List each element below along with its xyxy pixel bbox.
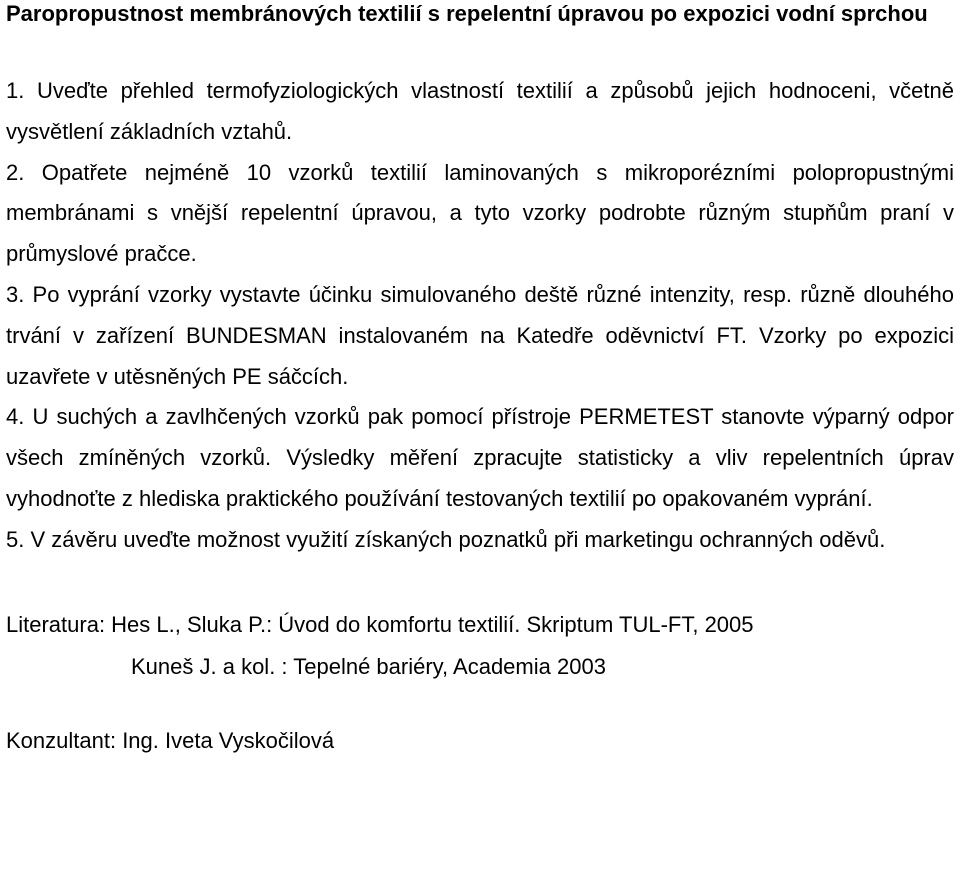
- title-block: [6, 0, 954, 33]
- spacer: [6, 33, 954, 71]
- document-title: Paropropustnost membránových textilií s repelentní úpravou po expozici vodní sprchou: [6, 1, 928, 26]
- assignment-item-4: 4. U suchých a zavlhčených vzorků pak pomocí přístroje PERMETEST stanovte výparný odpor všech zmíněných vzorků. Výsledky měření zpracujte statisticky a vliv repelentních úprav vyhodnoťte z hlediska praktického používání testovaných textilií po opakovaném vyprání.: [6, 404, 954, 511]
- literature-line-1: Literatura: Hes L., Sluka P.: Úvod do komfortu textilií. Skriptum TUL-FT, 2005: [6, 611, 754, 637]
- assignment-item-1: 1. Uveďte přehled termofyziologických vlastností textilií a způsobů jejich hodnoceni, včetně vysvětlení základních vztahů.: [6, 78, 954, 144]
- literature-line-2: Kuneš J. a kol. : Tepelné bariéry, Academia 2003: [131, 653, 606, 679]
- assignment-list: [6, 71, 954, 561]
- consultant-line: Konzultant: Ing. Iveta Vyskočilová: [6, 727, 335, 753]
- assignment-item-5: 5. V závěru uveďte možnost využití získaných poznatků při marketingu ochranných oděvů.: [6, 526, 886, 552]
- spacer: [6, 688, 954, 720]
- document-page: [6, 0, 954, 762]
- literature-block: [6, 604, 954, 688]
- spacer: [6, 561, 954, 604]
- assignment-item-2: 2. Opatřete nejméně 10 vzorků textilií laminovaných s mikroporézními polopropustnými membránami s vnější repelentní úpravou, a tyto vzorky podrobte různým stupňům praní v průmyslové pračce.: [6, 159, 954, 267]
- assignment-item-3: 3. Po vyprání vzorky vystavte účinku simulovaného deště různé intenzity, resp. různě dlouhého trvání v zařízení BUNDESMAN instalovaném na Katedře oděvnictví FT. Vzorky po expozici uzavřete v utěsněných PE sáčcích.: [6, 281, 954, 389]
